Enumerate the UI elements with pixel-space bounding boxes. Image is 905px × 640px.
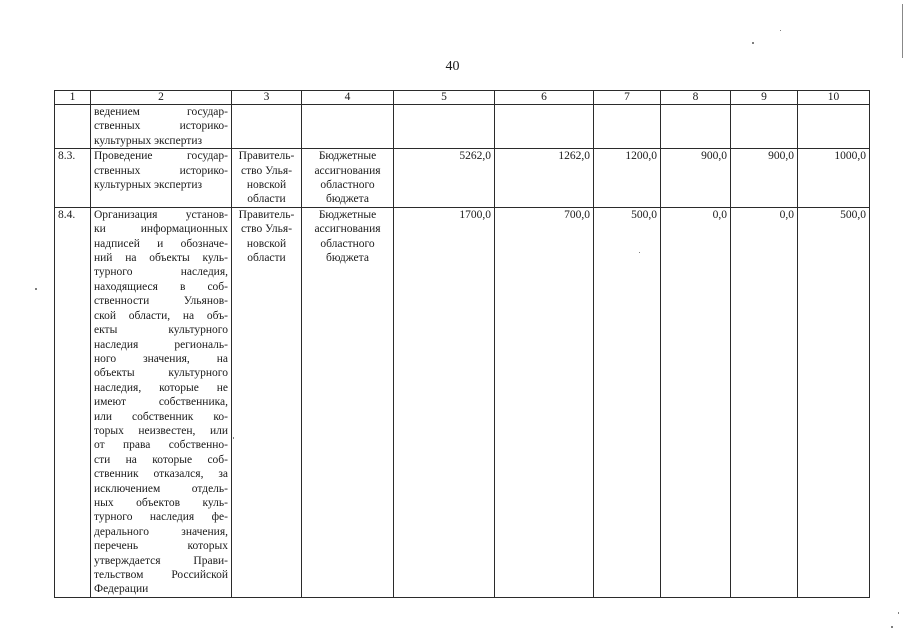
- amount-cell-col-6: 1262,0: [495, 149, 594, 208]
- amount-cell-col-10: [798, 105, 870, 149]
- amount-cell-col-5: 5262,0: [394, 149, 495, 208]
- executor-line: Правитель-: [238, 150, 295, 163]
- amount-cell-col-5: [394, 105, 495, 149]
- amount-cell-col-9: 0,0: [731, 207, 798, 597]
- description-line: имеют собственника,: [94, 396, 228, 409]
- description-line: Федерации: [94, 583, 149, 596]
- funding-source-line: бюджета: [326, 193, 369, 206]
- column-header-1: 1: [55, 91, 91, 105]
- column-header-8: 8: [661, 91, 731, 105]
- funding-source-line: ассигнования: [314, 223, 381, 236]
- row-number: 8.3.: [55, 149, 91, 208]
- amount-cell-col-7: 1200,0: [594, 149, 661, 208]
- description-line: или собственник ко-: [94, 410, 228, 423]
- row-funding-source: [302, 207, 394, 597]
- executor-line: Правитель-: [238, 208, 295, 221]
- description-line: исключением отдель-: [94, 482, 228, 495]
- description-line: дерального значения,: [94, 525, 228, 538]
- description-line: надписей и обозначе-: [94, 237, 228, 250]
- speck: [780, 30, 781, 31]
- row-funding-source: [302, 149, 394, 208]
- column-header-7: 7: [594, 91, 661, 105]
- amount-cell-col-7: [594, 105, 661, 149]
- table-row: [55, 207, 870, 597]
- description-line: ного значения, на: [94, 352, 228, 365]
- description-line: ки информационных: [94, 223, 228, 236]
- page-number: 40: [445, 59, 460, 74]
- executor-line: новской: [246, 237, 287, 250]
- row-description: [91, 207, 232, 597]
- description-line: турного наследия,: [94, 266, 228, 279]
- funding-source-line: Бюджетные: [318, 208, 377, 221]
- amount-cell-col-7: 500,0: [594, 207, 661, 597]
- executor-line: ство Улья-: [240, 223, 293, 236]
- description-line: культурных экспертиз: [94, 134, 203, 147]
- description-line: ской области, на объ-: [94, 309, 228, 322]
- description-line: ний на объекты куль-: [94, 252, 228, 265]
- executor-line: области: [247, 193, 286, 206]
- description-line: Проведение государ-: [94, 150, 228, 163]
- description-line: Организация установ-: [94, 208, 228, 221]
- description-line: наследия региональ-: [94, 338, 228, 351]
- amount-cell-col-6: [495, 105, 594, 149]
- description-line: ных объектов куль-: [94, 496, 228, 509]
- description-line: наследия, которые не: [94, 381, 228, 394]
- column-header-5: 5: [394, 91, 495, 105]
- description-line: находящиеся в соб-: [94, 280, 228, 293]
- amount-cell-col-9: [731, 105, 798, 149]
- amount-cell-col-6: 700,0: [495, 207, 594, 597]
- speck: [35, 288, 37, 290]
- description-line: ведением государ-: [94, 106, 228, 118]
- column-header-2: 2: [91, 91, 232, 105]
- table-row: [55, 105, 870, 149]
- speck: [891, 626, 893, 628]
- description-line: тельством Российской: [94, 569, 228, 581]
- row-executor: [232, 105, 302, 149]
- description-line: турного наследия фе-: [94, 511, 228, 524]
- executor-line: ство Улья-: [240, 164, 293, 177]
- description-line: утверждается Прави-: [94, 554, 228, 567]
- description-line: культурных экспертиз: [94, 179, 203, 192]
- amount-cell-col-8: 0,0: [661, 207, 731, 597]
- speck: [639, 252, 640, 253]
- row-executor: [232, 207, 302, 597]
- table-body: [55, 105, 870, 598]
- speck: [233, 437, 234, 439]
- description-line: сти на которые соб-: [94, 453, 228, 466]
- description-line: от права собственно-: [94, 439, 228, 452]
- executor-line: области: [247, 252, 286, 265]
- funding-source-line: Бюджетные: [318, 150, 377, 163]
- row-description: [91, 149, 232, 208]
- amount-cell-col-10: 1000,0: [798, 149, 870, 208]
- table-header: [55, 91, 870, 105]
- row-funding-source: [302, 105, 394, 149]
- funding-source-line: областного: [320, 179, 375, 192]
- description-line: объекты культурного: [94, 367, 228, 380]
- description-line: перечень которых: [94, 540, 228, 553]
- amount-cell-col-8: 900,0: [661, 149, 731, 208]
- column-header-3: 3: [232, 91, 302, 105]
- amount-cell-col-10: 500,0: [798, 207, 870, 597]
- amount-cell-col-8: [661, 105, 731, 149]
- header-row: [55, 91, 870, 105]
- column-header-6: 6: [495, 91, 594, 105]
- scan-edge: [902, 4, 903, 58]
- row-number: [55, 105, 91, 149]
- amount-cell-col-5: 1700,0: [394, 207, 495, 597]
- row-executor: [232, 149, 302, 208]
- table-row: [55, 149, 870, 208]
- speck: [898, 612, 899, 614]
- executor-line: новской: [246, 179, 287, 192]
- column-header-9: 9: [731, 91, 798, 105]
- budget-table: [54, 90, 870, 598]
- description-line: ственности Ульянов-: [94, 295, 228, 308]
- description-line: ственник отказался, за: [94, 468, 228, 481]
- description-line: торых неизвестен, или: [94, 424, 228, 437]
- amount-cell-col-9: 900,0: [731, 149, 798, 208]
- description-line: ственных историко-: [94, 164, 228, 177]
- row-description: [91, 105, 232, 149]
- description-line: ственных историко-: [94, 120, 228, 133]
- row-number: 8.4.: [55, 207, 91, 597]
- funding-source-line: областного: [320, 237, 375, 250]
- funding-source-line: ассигнования: [314, 164, 381, 177]
- funding-source-line: бюджета: [326, 252, 369, 265]
- description-line: екты культурного: [94, 324, 228, 337]
- column-header-10: 10: [798, 91, 870, 105]
- speck: [752, 42, 754, 44]
- column-header-4: 4: [302, 91, 394, 105]
